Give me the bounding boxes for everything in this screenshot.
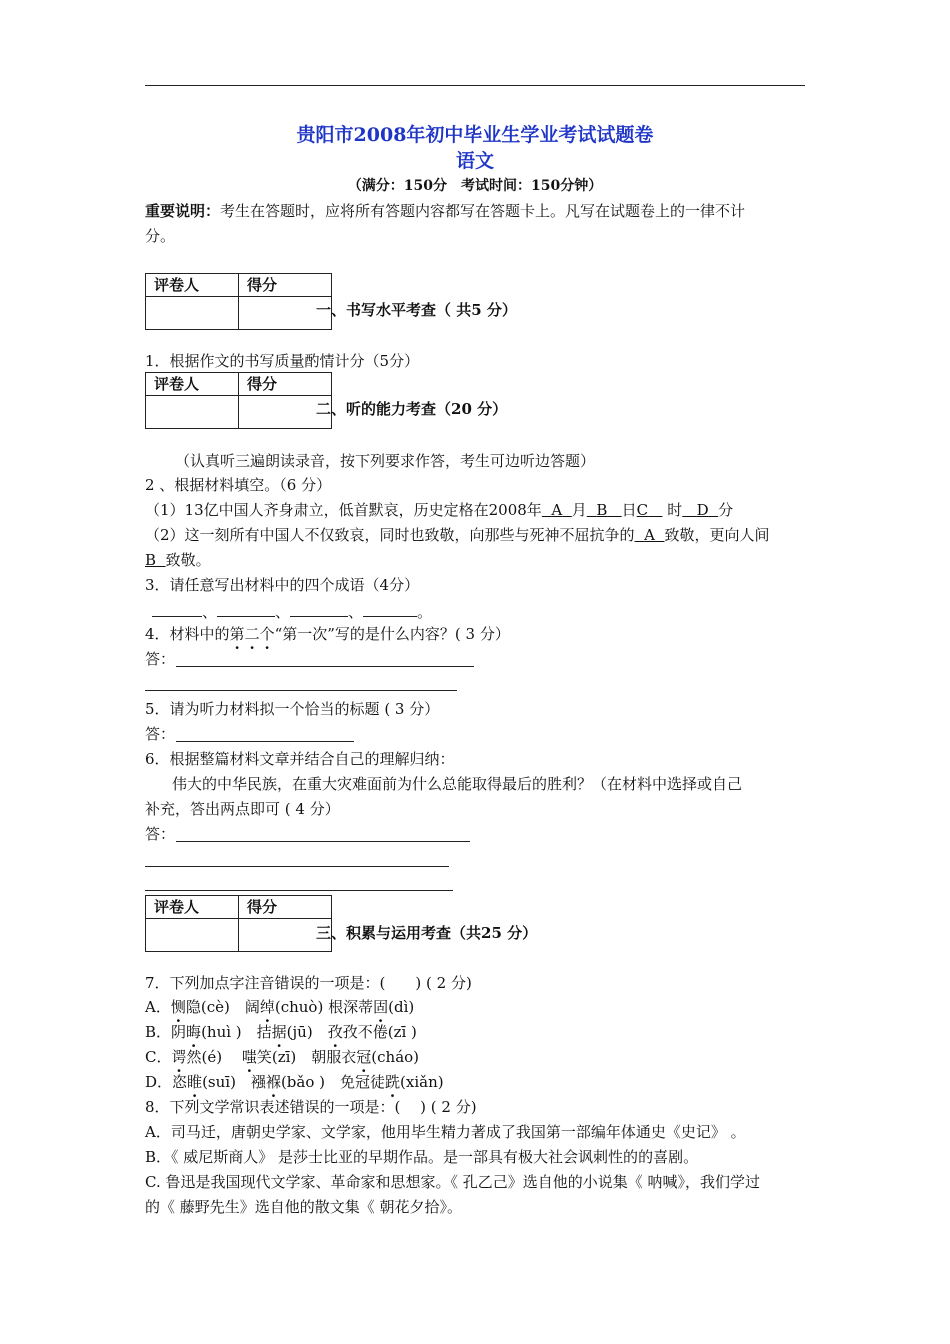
question-2: 2 、根据材料填空。（6 分） bbox=[145, 476, 332, 494]
option-8c-1: C. 鲁迅是我国现代文学家、革命家和思想家。《 孔乙己》选自他的小说集《 呐喊》，我们学过 bbox=[145, 1173, 761, 1191]
idiom-blanks: 、 、 、 。 bbox=[152, 599, 432, 623]
exam-subject: 语文 bbox=[455, 150, 494, 172]
grader-cell bbox=[146, 297, 239, 330]
answer-4-line-2[interactable] bbox=[145, 690, 457, 691]
blank-a: A bbox=[551, 501, 563, 519]
option-7a: A．恻隐(cè) 阔绰(chuò) 根深蒂固(dì) bbox=[145, 998, 415, 1016]
answer-6-line-2[interactable] bbox=[145, 866, 449, 867]
section-2-heading: 二、听的能力考查（20 分） bbox=[316, 400, 508, 418]
question-2-1: （1）13亿中国人齐身肃立，低首默哀，历史定格在2008年 A 月 B 日C 时 D 分 bbox=[145, 501, 734, 519]
question-2-2: （2）这一刻所有中国人不仅致哀，同时也致敬，向那些与死神不屈抗争的 A 致敬，更向人间 bbox=[145, 526, 770, 544]
grader-header: 评卷人 bbox=[146, 274, 239, 297]
answer-4-line-1[interactable] bbox=[176, 666, 474, 667]
blank-b: B bbox=[596, 501, 608, 519]
question-4: 4．材料中的第二个“第一次”写的是什么内容？( 3 分） bbox=[145, 625, 510, 643]
blank-c: C bbox=[636, 501, 649, 519]
score-table-1 bbox=[145, 273, 332, 330]
top-rule bbox=[145, 85, 805, 86]
question-7: 7．下列加点字注音错误的一项是：( ) ( 2 分) bbox=[145, 974, 472, 992]
blank-a2: A bbox=[644, 526, 655, 544]
score-header: 得分 bbox=[239, 373, 332, 396]
answer-6-label: 答： bbox=[145, 825, 176, 843]
question-1: 1．根据作文的书写质量酌情计分（5分） bbox=[145, 352, 420, 370]
question-8: 8．下列文学常识表述错误的一项是：( ) ( 2 分) bbox=[145, 1098, 477, 1116]
score-table-2 bbox=[145, 372, 332, 429]
important-note bbox=[145, 200, 745, 222]
answer-5-label: 答： bbox=[145, 725, 176, 743]
grader-header: 评卷人 bbox=[146, 373, 239, 396]
question-6-body-1: 伟大的中华民族，在重大灾难面前为什么总能取得最后的胜利？（在材料中选择或自己 bbox=[172, 775, 743, 793]
option-8b: B．《 威尼斯商人》 是莎士比亚的早期作品。是一部具有极大社会讽刺性的的喜剧。 bbox=[145, 1148, 699, 1166]
answer-4-label: 答： bbox=[145, 650, 176, 668]
idiom-blank-2[interactable] bbox=[217, 599, 275, 617]
listening-note: （认真听三遍朗读录音，按下列要求作答，考生可边听边答题） bbox=[175, 452, 596, 470]
score-header: 得分 bbox=[239, 274, 332, 297]
score-header: 得分 bbox=[239, 896, 332, 919]
answer-5-line[interactable] bbox=[176, 741, 354, 742]
idiom-blank-4[interactable] bbox=[363, 599, 417, 617]
grader-header: 评卷人 bbox=[146, 896, 239, 919]
question-5: 5．请为听力材料拟一个恰当的标题 ( 3 分） bbox=[145, 700, 440, 718]
note-label: 重要说明： bbox=[145, 202, 221, 220]
exam-meta: （满分：150分 考试时间：150分钟） bbox=[347, 178, 603, 194]
idiom-blank-3[interactable] bbox=[290, 599, 348, 617]
option-8c-2: 的《 藤野先生》选自他的散文集《 朝花夕拾》。 bbox=[145, 1198, 463, 1216]
section-3-heading: 三、积累与运用考查（共25 分） bbox=[316, 924, 538, 942]
option-7d: D．恣睢(suī) 襁褓(bǎo ) 免冠徒跣(xiǎn) bbox=[145, 1073, 444, 1091]
option-7b: B．阴晦(huì ) 拮据(jū) 孜孜不倦(zī ) bbox=[145, 1023, 417, 1041]
question-2-2-cont: B 致敬。 bbox=[145, 551, 211, 569]
exam-title: 贵阳市2008年初中毕业生学业考试试题卷 bbox=[296, 124, 654, 146]
grader-cell bbox=[146, 919, 239, 952]
question-6: 6．根据整篇材料文章并结合自己的理解归纳： bbox=[145, 750, 455, 768]
question-3: 3．请任意写出材料中的四个成语（4分） bbox=[145, 576, 420, 594]
idiom-blank-1[interactable] bbox=[152, 599, 202, 617]
blank-b2: B bbox=[145, 551, 157, 569]
blank-d: D bbox=[696, 501, 709, 519]
answer-6-line-3[interactable] bbox=[145, 890, 453, 891]
note-text-2: 分。 bbox=[145, 227, 176, 245]
score-table-3 bbox=[145, 895, 332, 952]
option-8a: A．司马迁，唐朝史学家、文学家，他用毕生精力著成了我国第一部编年体通史《史记》 。 bbox=[145, 1123, 746, 1141]
option-7c: C．谔然(é) 嗤笑(zī) 朝服衣冠(cháo) bbox=[145, 1048, 420, 1066]
grader-cell bbox=[146, 396, 239, 429]
note-text-1: 考生在答题时，应将所有答题内容都写在答题卡上。凡写在试题卷上的一律不计 bbox=[220, 202, 746, 220]
section-1-heading: 一、书写水平考查（ 共5 分） bbox=[316, 301, 517, 319]
question-6-body-2: 补充，答出两点即可 ( 4 分） bbox=[145, 800, 340, 818]
answer-6-line-1[interactable] bbox=[176, 841, 470, 842]
